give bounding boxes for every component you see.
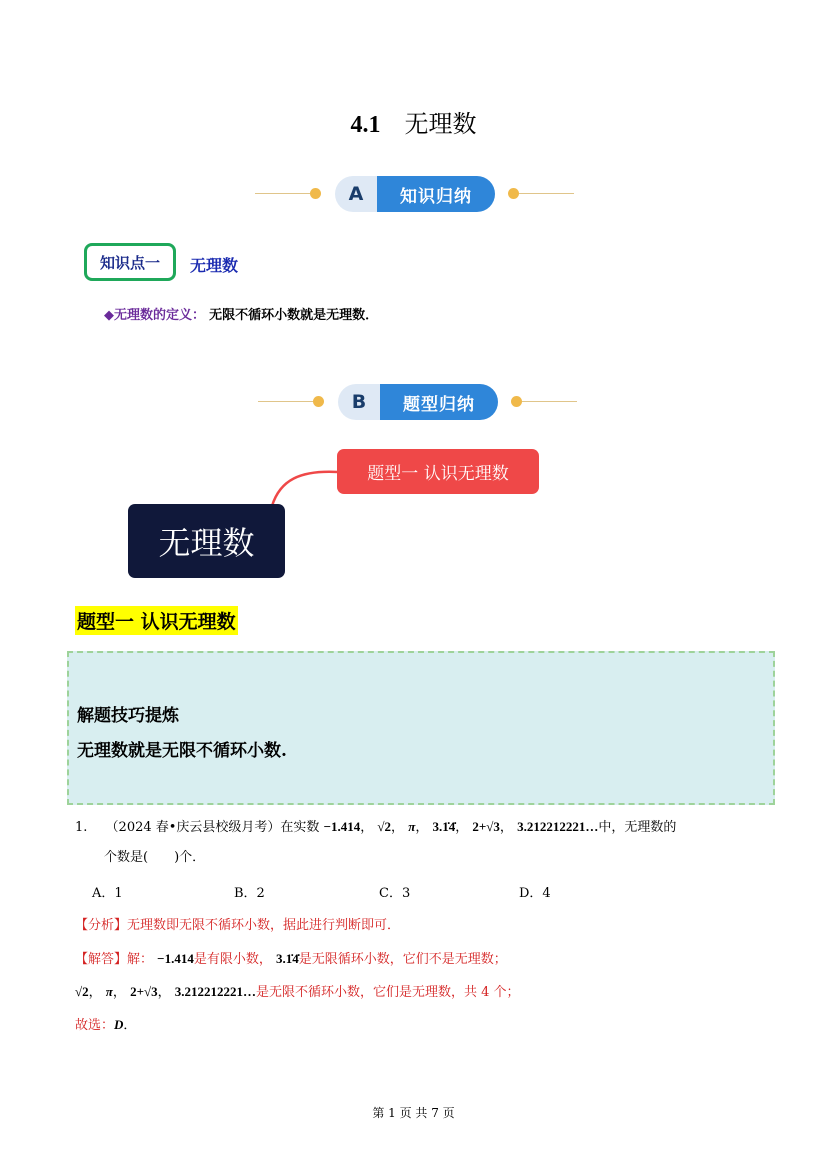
question-source: （2024 春•庆云县校级月考）在实数 [105,820,320,835]
analysis-text: 无理数即无限不循环小数，据此进行判断即可． [127,918,401,933]
page-footer: 第 1 页 共 7 页 [372,1106,455,1120]
definition-line [104,304,378,323]
solution-line-2 [75,981,520,1000]
separator: ， [88,985,102,1000]
section-b-pill [338,384,498,420]
solution-num: 2+√3 [130,984,158,999]
section-b-letter: B [338,384,380,420]
mindmap-child-node: 题型一 认识无理数 [337,449,539,494]
banner-line [522,401,577,402]
section-a-banner [255,176,580,212]
solution-tag: 【解答】 [75,952,128,967]
tip-text: 无理数就是无限不循环小数. [77,741,287,761]
banner-dot [508,188,519,199]
type-heading: 题型一 认识无理数 [75,606,238,635]
banner-line [255,193,310,194]
section-b-banner [258,384,583,420]
solution-answer: D [114,1017,124,1032]
page-title [0,104,827,139]
question-number: 1. [75,820,88,835]
separator: ， [499,820,513,835]
solution-text: 是无限不循环小数，它们是无理数，共 4 个； [256,985,520,1000]
separator: ， [391,820,405,835]
banner-dot [511,396,522,407]
analysis-tag: 【分析】 [75,918,128,933]
solution-text: 是有限小数， [193,952,272,967]
definition-key: 无理数的定义： [114,308,206,323]
banner-line [519,193,574,194]
option-b: B．2 [234,886,265,901]
question-line-2: 个数是( )个． [104,850,206,865]
question-line-1 [75,816,676,835]
question-num-6: 3.212212221… [517,819,599,834]
banner-dot [313,396,324,407]
solution-text: 是无限循环小数，它们不是无理数； [298,952,507,967]
section-number: 4.1 [350,112,381,138]
separator: ， [455,820,469,835]
solution-num: π [105,984,113,999]
separator: ， [415,820,429,835]
separator: ， [112,985,126,1000]
section-a-label: 知识归纳 [377,176,495,212]
solution-text: ． [123,1018,137,1033]
tip-title: 解题技巧提炼 [77,706,179,726]
section-title: 无理数 [404,110,477,138]
knowledge-point-title: 无理数 [190,256,239,275]
tip-box [67,651,775,805]
question-num-2: √2 [377,819,392,834]
solution-num: 3.1̇4̇ [276,951,299,966]
banner-line [258,401,313,402]
knowledge-point-tag: 知识点一 [84,243,176,281]
solution-text: 故选： [75,1018,115,1033]
analysis-line [75,914,400,933]
question-num-1: −1.414 [323,819,361,834]
option-d: D．4 [519,886,551,901]
solution-num: 3.212212221… [174,984,257,999]
section-b-label: 题型归纳 [380,384,498,420]
solution-text: 解： [127,952,154,967]
banner-dot [310,188,321,199]
separator: ， [360,820,374,835]
section-a-pill [335,176,495,212]
definition-value: 无限不循环小数就是无理数． [209,308,379,323]
option-c: C．3 [379,886,411,901]
question-num-5: 2+√3 [472,819,500,834]
section-a-letter: A [335,176,377,212]
option-a: A．1 [92,886,123,901]
solution-num: −1.414 [157,951,194,966]
question-num-4: 3.1̇4̇ [432,819,456,834]
mindmap-root-node: 无理数 [128,504,285,578]
separator: ， [157,985,171,1000]
definition-bullet: ◆ [104,308,114,323]
solution-line-1 [75,948,507,967]
question-tail: 中，无理数的 [598,820,677,835]
solution-num: √2 [75,984,89,999]
question-num-3: π [408,819,416,834]
solution-line-3 [75,1014,136,1033]
